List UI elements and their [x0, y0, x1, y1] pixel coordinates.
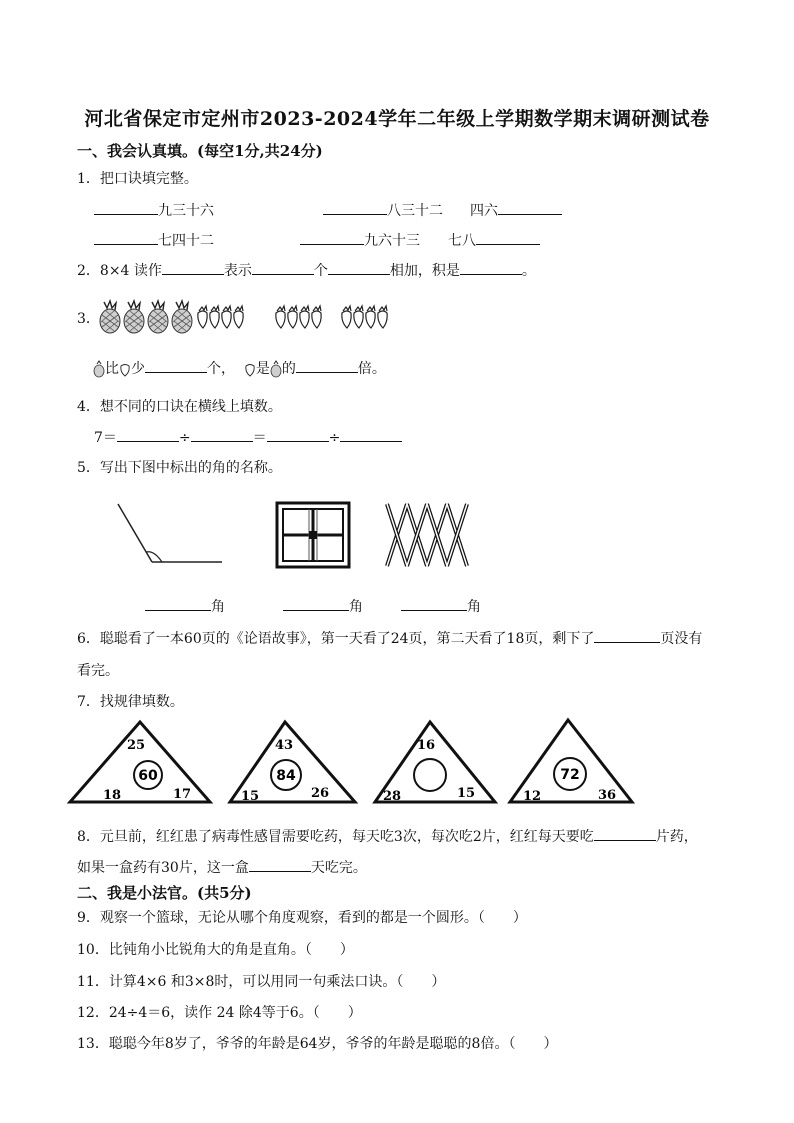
question-3-sentence: 比 少 个， 是 的 倍。	[93, 358, 386, 378]
strawberry-icon	[222, 306, 231, 328]
strawberry-icon	[276, 306, 285, 328]
question-6-line2: 看完。	[77, 663, 119, 679]
answer-blank[interactable]	[498, 200, 562, 215]
answer-blank[interactable]	[283, 596, 349, 611]
question-4-formula: 7＝ ÷ ＝ ÷	[94, 427, 402, 447]
q1-row2-item1: 七四十二	[94, 230, 214, 250]
strawberry-icon	[342, 306, 351, 328]
question-11: 11．计算4×6 和3×8时，可以用同一句乘法口诀。（ ）	[77, 974, 446, 990]
q5-answer-1: 角	[145, 596, 225, 616]
q1-row1-item1: 九三十六	[94, 200, 214, 220]
question-4: 4．想不同的口诀在横线上填数。	[77, 399, 282, 415]
q1-row2-item3: 七八	[448, 230, 540, 250]
answer-blank[interactable]	[252, 260, 314, 275]
answer-blank[interactable]	[594, 628, 660, 643]
strawberry-icon	[366, 306, 375, 328]
strawberry-icon	[288, 306, 297, 328]
answer-blank[interactable]	[460, 260, 522, 275]
triangle-2-left: 15	[240, 789, 260, 804]
answer-blank[interactable]	[162, 260, 224, 275]
question-5: 5．写出下图中标出的角的名称。	[77, 460, 282, 476]
strawberry-icon	[119, 361, 131, 377]
triangle-3-right: 15	[456, 786, 476, 801]
triangle-1-left: 18	[102, 788, 122, 803]
triangle-1-center: 60	[138, 768, 158, 784]
question-1: 1．把口诀填完整。	[77, 171, 198, 187]
pineapple-icon	[100, 301, 120, 333]
question-2: 2．8×4 读作 表示 个 相加，积是 。	[77, 260, 536, 280]
question-7: 7．找规律填数。	[77, 694, 184, 710]
pineapple-icon	[93, 361, 105, 377]
window-frame-figure	[276, 502, 350, 568]
q5-answer-3: 角	[401, 596, 481, 616]
answer-blank[interactable]	[296, 358, 358, 373]
answer-blank[interactable]	[401, 596, 467, 611]
question-10: 10．比钝角小比锐角大的角是直角。（ ）	[77, 942, 354, 958]
answer-blank[interactable]	[191, 427, 253, 442]
answer-blank[interactable]	[340, 427, 402, 442]
answer-blank[interactable]	[94, 200, 158, 215]
scissor-gate-figure	[385, 502, 470, 568]
strawberry-icon	[354, 306, 363, 328]
pineapple-icon	[172, 301, 192, 333]
triangle-2	[230, 722, 355, 804]
answer-blank[interactable]	[328, 260, 390, 275]
strawberry-icon	[244, 361, 256, 377]
strawberry-icon	[300, 306, 309, 328]
strawberry-icon	[198, 306, 207, 328]
q1-row2-item2: 九六十三	[300, 230, 420, 250]
q1-row1-item2: 八三十二	[323, 200, 443, 220]
triangle-3	[375, 722, 495, 804]
pineapple-icon	[270, 361, 282, 377]
answer-blank[interactable]	[323, 200, 387, 215]
answer-blank[interactable]	[300, 230, 364, 245]
question-6-line1: 6．聪聪看了一本60页的《论语故事》，第一天看了24页，第二天看了18页，剩下了 页没有	[77, 628, 702, 648]
section-1-heading: 一、我会认真填。(每空1分,共24分)	[77, 142, 323, 160]
triangle-4-left: 12	[522, 789, 542, 804]
section-2-heading: 二、我是小法官。(共5分)	[77, 884, 252, 902]
triangle-2-top: 43	[274, 738, 294, 753]
answer-blank[interactable]	[249, 857, 311, 872]
q5-answer-2: 角	[283, 596, 363, 616]
strawberry-icon	[312, 306, 321, 328]
fruit-picture	[98, 298, 398, 334]
q1-row1-item3: 四六	[470, 200, 562, 220]
question-13: 13．聪聪今年8岁了，爷爷的年龄是64岁，爷爷的年龄是聪聪的8倍。（ ）	[77, 1036, 558, 1052]
triangle-2-center: 84	[276, 768, 296, 784]
triangle-3-left: 28	[382, 789, 402, 804]
triangle-1	[70, 722, 210, 803]
triangle-2-right: 26	[310, 786, 330, 801]
answer-blank[interactable]	[476, 230, 540, 245]
question-3-number: 3．	[77, 311, 100, 327]
triangle-1-top: 25	[126, 738, 146, 753]
triangle-4-right: 36	[597, 788, 617, 803]
strawberry-icon	[234, 306, 243, 328]
answer-blank[interactable]	[145, 596, 211, 611]
question-12: 12．24÷4＝6，读作 24 除4等于6。（ ）	[77, 1005, 362, 1021]
answer-blank[interactable]	[267, 427, 329, 442]
question-8-line1: 8．元旦前，红红患了病毒性感冒需要吃药，每天吃3次，每次吃2片，红红每天要吃 片药，	[77, 826, 698, 846]
triangle-4-center: 72	[560, 767, 580, 783]
pineapple-icon	[124, 301, 144, 333]
question-8-line2: 如果一盒药有30片，这一盒 天吃完。	[77, 857, 367, 877]
triangles-figure	[0, 718, 794, 808]
answer-blank[interactable]	[94, 230, 158, 245]
pineapple-icon	[148, 301, 168, 333]
triangle-1-right: 17	[172, 787, 192, 802]
obtuse-angle-figure	[114, 500, 226, 566]
page-title: 河北省保定市定州市2023-2024学年二年级上学期数学期末调研测试卷	[84, 108, 710, 130]
strawberry-icon	[378, 306, 387, 328]
triangle-3-top: 16	[416, 738, 436, 753]
answer-blank[interactable]	[145, 358, 207, 373]
answer-blank[interactable]	[117, 427, 179, 442]
strawberry-icon	[210, 306, 219, 328]
triangle-4	[510, 720, 632, 804]
question-9: 9．观察一个篮球，无论从哪个角度观察，看到的都是一个圆形。（ ）	[77, 910, 527, 926]
answer-blank[interactable]	[594, 826, 656, 841]
